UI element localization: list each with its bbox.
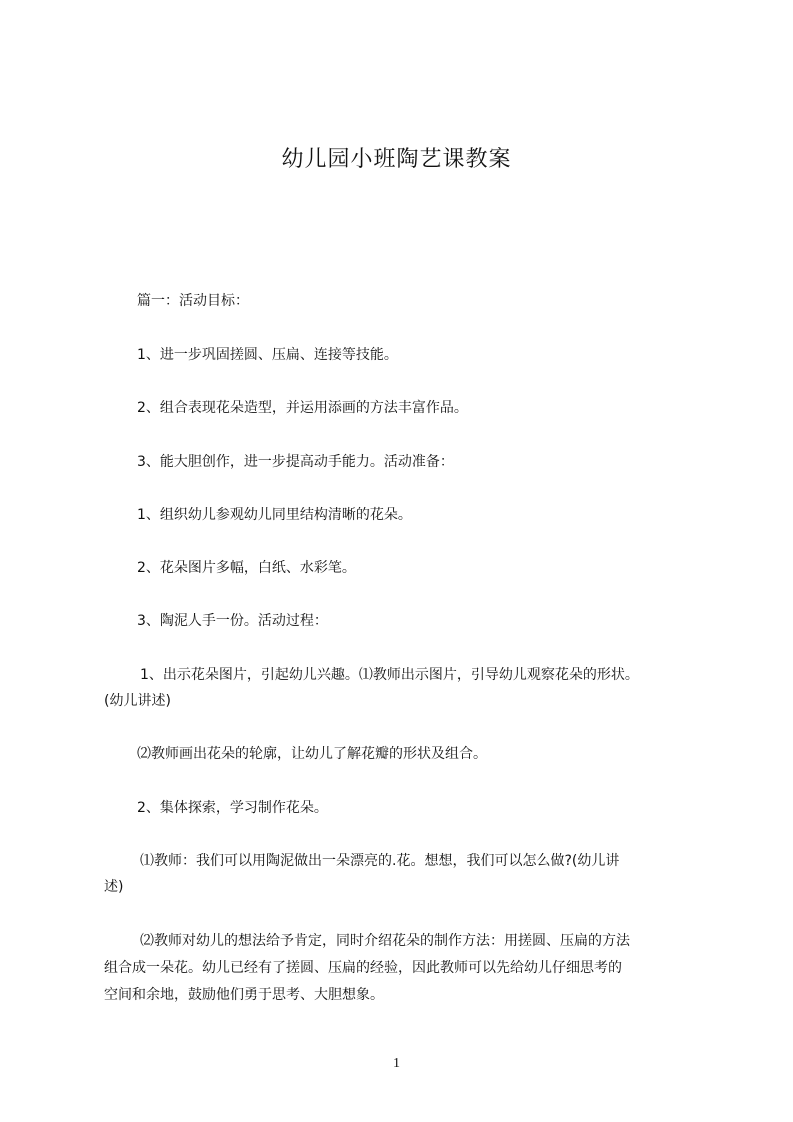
paragraph-prep-1: 1、组织幼儿参观幼儿同里结构清晰的花朵。 <box>137 507 412 523</box>
paragraph-process-2-1-cont: 述) <box>104 879 124 895</box>
paragraph-process-2-2: ⑵教师对幼儿的想法给予肯定，同时介绍花朵的制作方法：用搓圆、压扁的方法 <box>140 933 630 949</box>
paragraph-process-2-1: ⑴教师：我们可以用陶泥做出一朵漂亮的.花。想想，我们可以怎么做?(幼儿讲 <box>140 853 620 869</box>
paragraph-prep-2: 2、花朵图片多幅，白纸、水彩笔。 <box>137 560 356 576</box>
page-number: 1 <box>393 1056 400 1071</box>
paragraph-prep-3: 3、陶泥人手一份。活动过程： <box>137 613 328 629</box>
document-title: 幼儿园小班陶艺课教案 <box>281 147 512 172</box>
paragraph-goal-3: 3、能大胆创作，进一步提高动手能力。活动准备： <box>137 454 454 470</box>
paragraph-goal-2: 2、组合表现花朵造型，并运用添画的方法丰富作品。 <box>137 400 468 416</box>
paragraph-process-2-2-cont: 组合成一朵花。幼儿已经有了搓圆、压扁的经验，因此教师可以先给幼儿仔细思考的 <box>104 960 622 976</box>
paragraph-process-1: 1、出示花朵图片，引起幼儿兴趣。⑴教师出示图片，引导幼儿观察花朵的形状。 <box>140 667 639 683</box>
paragraph-process-2-2-end: 空间和余地，鼓励他们勇于思考、大胆想象。 <box>104 987 384 1003</box>
paragraph-process-1-2: ⑵教师画出花朵的轮廓，让幼儿了解花瓣的形状及组合。 <box>137 746 487 762</box>
paragraph-goal-1: 1、进一步巩固搓圆、压扁、连接等技能。 <box>137 347 398 363</box>
paragraph-section-heading: 篇一：活动目标： <box>137 293 249 309</box>
paragraph-process-2: 2、集体探索，学习制作花朵。 <box>137 800 328 816</box>
paragraph-process-1-cont: (幼儿讲述) <box>104 693 171 709</box>
